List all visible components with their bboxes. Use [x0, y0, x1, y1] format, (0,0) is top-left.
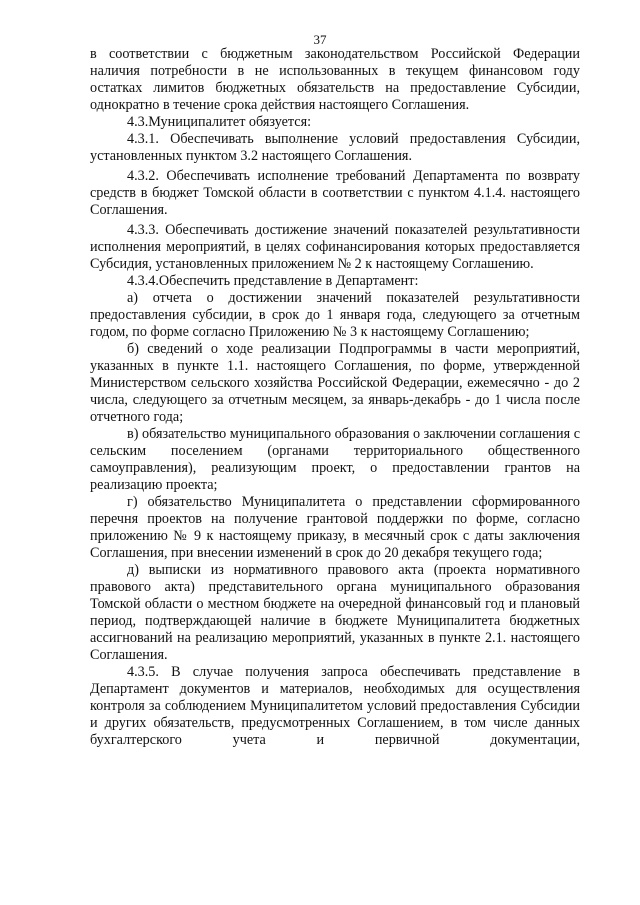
paragraph-4-3-5: 4.3.5. В случае получения запроса обеспечивать представление в Департамент документов и материалов, необходимых для осуществления контроля за соблюдением Муниципалитетом условий предоставления Субсидии и других обязательств, предусмотренных Соглашением, в том числе данных бухгалтерского учета и первичной документации,: [90, 664, 580, 748]
paragraph-item-a: а) отчета о достижении значений показателей результативности предоставления субсидии, в срок до 1 января года, следующего за отчетным годом, по форме согласно Приложению № 3 к настоящему Соглашению;: [90, 290, 580, 340]
page-number: 37: [313, 32, 327, 47]
paragraph-continuation: в соответствии с бюджетным законодательством Российской Федерации наличия потребности в не использованных в текущем финансовом году остатках лимитов бюджетных обязательств на предоставление Субсидии, однократно в течение срока действия настоящего Соглашения.: [90, 46, 580, 113]
paragraph-item-g: г) обязательство Муниципалитета о представлении сформированного перечня проектов на получение грантовой поддержки по форме, согласно приложению № 9 к настоящему приказу, в месячный срок с даты заключения Соглашения, при внесении изменений в срок до 20 декабря текущего года;: [90, 494, 580, 561]
paragraph-4-3-1: 4.3.1. Обеспечивать выполнение условий предоставления Субсидии, установленных пунктом 3.2 настоящего Соглашения.: [90, 131, 580, 164]
paragraph-4-3-2: 4.3.2. Обеспечивать исполнение требований Департамента по возврату средств в бюджет Томской области в соответствии с пунктом 4.1.4. настоящего Соглашения.: [90, 168, 580, 218]
paragraph-item-d: д) выписки из нормативного правового акта (проекта нормативного правового акта) представительного органа муниципального образования Томской области о местном бюджете на очередной финансовый год и плановый период, подтверждающей наличие в бюджете Муниципалитета бюджетных ассигнований на реализацию мероприятий, указанных в пункте 2.1. настоящего Соглашения.: [90, 562, 580, 663]
paragraph-item-v: в) обязательство муниципального образования о заключении соглашения с сельским поселением (органами территориального общественного самоуправления), реализующим проект, о предоставлении грантов на реализацию проекта;: [90, 426, 580, 493]
paragraph-4-3-3: 4.3.3. Обеспечивать достижение значений показателей результативности исполнения мероприятий, в целях софинансирования которых предоставляется Субсидия, установленных приложением № 2 к настоящему Соглашению.: [90, 222, 580, 272]
paragraph-4-3-heading: 4.3.Муниципалитет обязуется:: [127, 114, 312, 130]
paragraph-4-3-4: 4.3.4.Обеспечить представление в Департамент:: [127, 273, 419, 289]
document-body: [90, 46, 580, 749]
paragraph-item-b: б) сведений о ходе реализации Подпрограммы в части мероприятий, указанных в пункте 1.1. настоящего Соглашения, по форме, утвержденной Министерством сельского хозяйства Российской Федерации, ежемесячно - до 2 числа, следующего за отчетным месяцем, за январь-декабрь - до 1 числа после отчетного года;: [90, 341, 580, 425]
